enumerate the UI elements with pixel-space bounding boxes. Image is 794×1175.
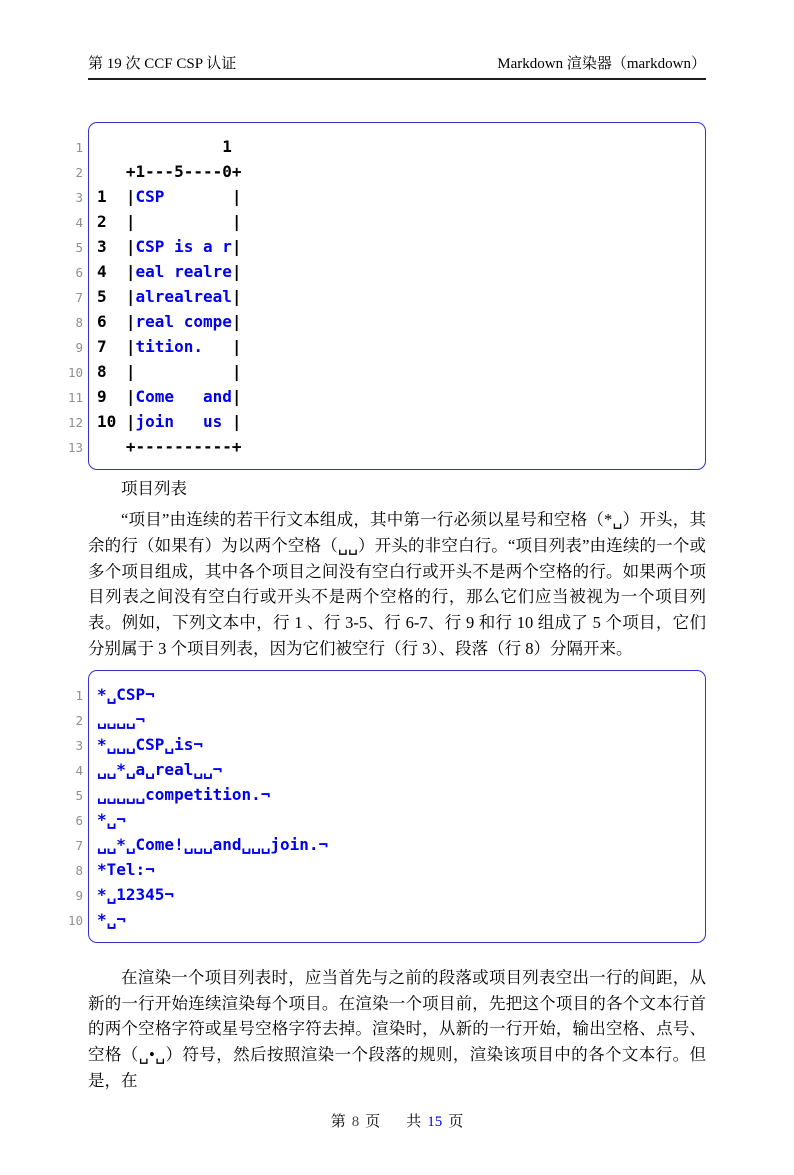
code-block-1-box [88,122,706,470]
gutter-line-number: 7 [75,837,83,853]
code-frame-segment: 10 | [97,412,136,431]
header-left-title: 第 19 次 CCF CSP 认证 [88,56,237,72]
gutter-line-number: 5 [75,787,83,803]
code-frame-segment: 7 | [97,337,136,356]
code-line: *␣CSP¬ [97,684,155,704]
code-frame-segment: 1 | [97,187,136,206]
code-line [97,234,697,259]
gutter-line-number: 5 [75,240,83,255]
code-text-segment: Come and [135,387,232,406]
page-header [88,52,706,80]
code-frame-segment: | [231,387,242,406]
code-text-segment: join us [135,412,232,431]
gutter-line-number: 9 [75,340,83,355]
page-footer [0,1110,794,1131]
code-line: *␣␣␣CSP␣is¬ [97,734,203,754]
code-text-segment: CSP is a r [135,237,232,256]
code-line [97,159,697,184]
code-text-segment: CSP [135,187,232,206]
total-page-number: 15 [427,1114,443,1130]
code-frame-segment: | [231,337,242,356]
code-frame-segment: | [231,237,242,256]
code-frame-segment: 3 | [97,237,136,256]
code-frame-segment: 2 | [97,212,136,231]
gutter-line-number: 11 [67,390,83,405]
paragraph-render-rules: 在渲染一个项目列表时，应当首先与之前的段落或项目列表空出一行的间距，从新的一行开始连续渲染每个项目。在渲染一个项目前，先把这个项目的各个文本行首的两个空格字符或星号空格字符去掉。渲染时，从新的一行开始，输出空格、点号、空格（␣•␣）符号，然后按照渲染一个段落的规则，渲染该项目中的各个文本行。但是，在 [88,967,706,1090]
code-line: ␣␣*␣Come!␣␣␣and␣␣␣join.¬ [97,834,329,854]
code-line [97,309,697,334]
section-heading: 项目列表 [121,479,187,498]
code-line [97,384,697,409]
code-text-segment: real compe [135,312,232,331]
code-frame-segment: 9 | [97,387,136,406]
code-frame-segment: 4 | [97,262,136,281]
gutter-line-number: 7 [75,290,83,305]
gutter-line-number: 4 [75,762,83,778]
code-frame-segment: | [231,262,242,281]
gutter-line-number: 2 [75,712,83,728]
gutter-line-number: 2 [75,165,83,180]
code-frame-segment: 8 | [97,362,136,381]
document-page [0,52,794,1175]
code-frame-segment: +----------+ [97,437,242,456]
code-frame-segment: | [231,362,242,381]
code-frame-segment: | [231,212,242,231]
footer-total-label: 共 15 页 [406,1114,464,1130]
code-line: ␣␣␣␣␣competition.¬ [97,784,271,804]
code-block-1-gutter [59,135,83,460]
code-frame-segment: 6 | [97,312,136,331]
code-text-segment [136,362,232,381]
footer-page-label: 第 8 页 [330,1114,381,1130]
code-block-2-gutter [59,683,83,933]
code-line [97,134,697,159]
code-block-1 [67,122,706,470]
code-block-2 [67,670,706,943]
header-right-title: Markdown 渲染器（markdown） [497,56,706,72]
gutter-line-number: 1 [75,140,83,155]
code-line [97,209,697,234]
code-text-segment: tition. [135,337,232,356]
code-line: ␣␣*␣a␣real␣␣¬ [97,759,223,779]
code-frame-segment: | [231,187,242,206]
code-line [97,359,697,384]
code-block-2-box [88,670,706,943]
code-line [97,184,697,209]
code-line [97,409,697,434]
gutter-line-number: 10 [67,365,83,380]
gutter-line-number: 4 [75,215,83,230]
code-line [97,334,697,359]
page-content [0,52,794,1094]
gutter-line-number: 9 [75,887,83,903]
code-frame-segment: | [231,412,242,431]
code-line: *␣12345¬ [97,884,175,904]
code-line: *Tel:¬ [97,859,155,879]
code-line: *␣¬ [97,809,126,829]
current-page-number: 8 [351,1114,360,1130]
code-line: *␣¬ [97,909,126,929]
code-text-segment: eal realre [135,262,232,281]
gutter-line-number: 6 [75,812,83,828]
gutter-line-number: 1 [75,687,83,703]
code-line: ␣␣␣␣¬ [97,709,146,729]
code-line [97,434,697,459]
gutter-line-number: 3 [75,737,83,753]
code-line [97,259,697,284]
gutter-line-number: 3 [75,190,83,205]
code-frame-segment: 5 | [97,287,136,306]
gutter-line-number: 6 [75,265,83,280]
code-text-segment [136,212,232,231]
gutter-line-number: 12 [67,415,83,430]
code-frame-segment: | [231,312,242,331]
gutter-line-number: 13 [67,440,83,455]
code-line [97,284,697,309]
code-frame-segment: 1 [97,137,232,156]
code-text-segment: alrealreal [135,287,232,306]
code-frame-segment: | [231,287,242,306]
paragraph-item-definition: “项目”由连续的若干行文本组成，其中第一行必须以星号和空格（*␣）开头，其余的行（如果有）为以两个空格（␣␣）开头的非空白行。“项目列表”由连续的一个或多个项目组成，其中各个项目之间没有空白行或开头不是两个空格的行。如果两个项目列表之间没有空白行或开头不是两个空格的行，那么它们应当被视为一个项目列表。例如，下列文本中，行 1 、行 3-5、行 6-7、行 9 和行 10 组成了 5 个项目，它们分别属于 3 个项目列表，因为它们被空行（行 3）、段落（行 8）分隔开来。 [88,510,706,658]
code-frame-segment: +1---5----0+ [97,162,242,181]
gutter-line-number: 8 [75,862,83,878]
gutter-line-number: 8 [75,315,83,330]
gutter-line-number: 10 [67,912,83,928]
